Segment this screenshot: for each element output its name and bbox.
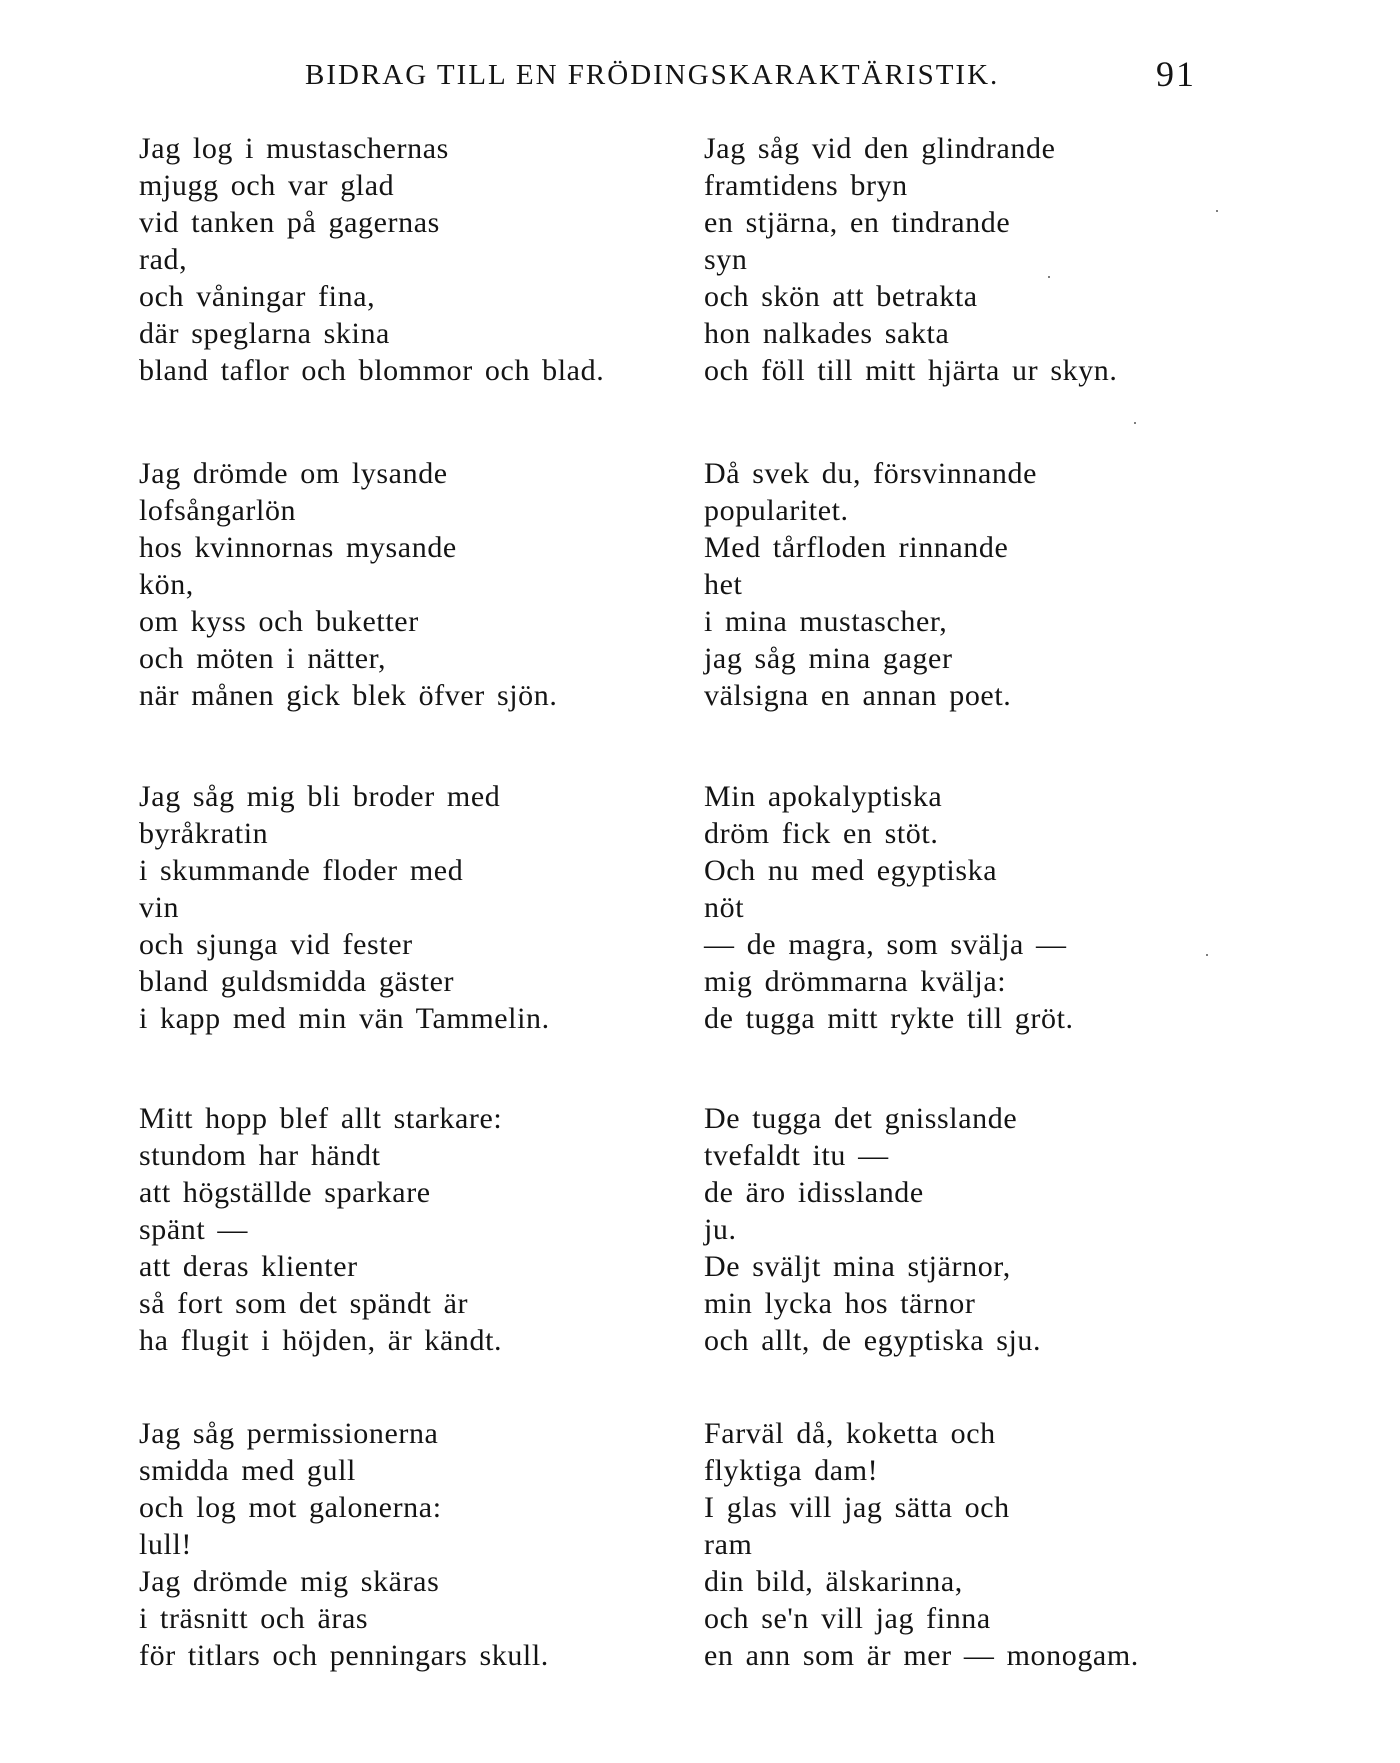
poem-line: flyktiga dam! bbox=[704, 1454, 879, 1487]
poem-line: het bbox=[704, 568, 743, 601]
poem-line: ha flugit i höjden, är kändt. bbox=[139, 1324, 503, 1357]
paper-speck bbox=[1216, 210, 1218, 212]
stanza bbox=[139, 130, 699, 389]
poem-line: kön, bbox=[139, 568, 194, 601]
poem-line: där speglarna skina bbox=[139, 317, 390, 350]
poem-line: De sväljt mina stjärnor, bbox=[704, 1250, 1011, 1283]
stanza bbox=[704, 1100, 1264, 1359]
poem-line: ram bbox=[704, 1528, 753, 1561]
poem-line: syn bbox=[704, 243, 748, 276]
stanza bbox=[139, 1415, 699, 1674]
poem-line: jag såg mina gager bbox=[704, 642, 953, 675]
poem-line: i mina mustascher, bbox=[704, 605, 948, 638]
paper-speck bbox=[1206, 954, 1208, 956]
poem-line: de tugga mitt rykte till gröt. bbox=[704, 1002, 1074, 1035]
stanza bbox=[139, 1100, 699, 1359]
poem-line: i träsnitt och äras bbox=[139, 1602, 369, 1635]
poem-line: och se'n vill jag finna bbox=[704, 1602, 991, 1635]
poem-line: i kapp med min vän Tammelin. bbox=[139, 1002, 550, 1035]
poem-line: Jag drömde mig skäras bbox=[139, 1565, 440, 1598]
poem-line: Farväl då, koketta och bbox=[704, 1417, 996, 1450]
poem-line: och möten i nätter, bbox=[139, 642, 387, 675]
stanza bbox=[704, 778, 1264, 1037]
poem-line: så fort som det spändt är bbox=[139, 1287, 469, 1320]
poem-line: Min apokalyptiska bbox=[704, 780, 943, 813]
poem-line: spänt — bbox=[139, 1213, 249, 1246]
poem-line: ju. bbox=[704, 1213, 737, 1246]
poem-line: välsigna en annan poet. bbox=[704, 679, 1012, 712]
poem-line: smidda med gull bbox=[139, 1454, 356, 1487]
stanza bbox=[704, 455, 1264, 714]
poem-line: nöt bbox=[704, 891, 745, 924]
stanza bbox=[139, 778, 699, 1037]
paper-speck bbox=[1134, 422, 1136, 424]
running-header: BIDRAG TILL EN FRÖDINGSKARAKTÄRISTIK. bbox=[305, 59, 1000, 91]
poem-line: popularitet. bbox=[704, 494, 849, 527]
poem-line: hos kvinnornas mysande bbox=[139, 531, 457, 564]
poem-line: byråkratin bbox=[139, 817, 269, 850]
poem-line: Jag såg mig bli broder med bbox=[139, 780, 501, 813]
poem-line: din bild, älskarinna, bbox=[704, 1565, 963, 1598]
poem-line: dröm fick en stöt. bbox=[704, 817, 939, 850]
poem-line: och log mot galonerna: bbox=[139, 1491, 442, 1524]
poem-line: och allt, de egyptiska sju. bbox=[704, 1324, 1042, 1357]
poem-line: lofsångarlön bbox=[139, 494, 297, 527]
page-number: 91 bbox=[1156, 54, 1196, 94]
poem-line: för titlars och penningars skull. bbox=[139, 1639, 549, 1672]
poem-line: Mitt hopp blef allt starkare: bbox=[139, 1102, 503, 1135]
poem-line: i skummande floder med bbox=[139, 854, 464, 887]
poem-line: om kyss och buketter bbox=[139, 605, 419, 638]
stanza bbox=[139, 455, 699, 714]
poem-line: bland guldsmidda gäster bbox=[139, 965, 455, 998]
poem-line: och föll till mitt hjärta ur skyn. bbox=[704, 354, 1118, 387]
poem-line: De tugga det gnisslande bbox=[704, 1102, 1018, 1135]
paper-speck bbox=[1048, 276, 1050, 278]
poem-line: att deras klienter bbox=[139, 1250, 358, 1283]
poem-line: bland taflor och blommor och blad. bbox=[139, 354, 605, 387]
poem-line: tvefaldt itu — bbox=[704, 1139, 889, 1172]
poem-line: lull! bbox=[139, 1528, 192, 1561]
poem-line: en ann som är mer — monogam. bbox=[704, 1639, 1139, 1672]
poem-line: de äro idisslande bbox=[704, 1176, 924, 1209]
poem-line: min lycka hos tärnor bbox=[704, 1287, 976, 1320]
poem-line: och skön att betrakta bbox=[704, 280, 978, 313]
poem-line: mig drömmarna kvälja: bbox=[704, 965, 1007, 998]
stanza bbox=[704, 1415, 1264, 1674]
poem-line: Och nu med egyptiska bbox=[704, 854, 998, 887]
poem-line: vid tanken på gagernas bbox=[139, 206, 440, 239]
poem-line: Jag såg permissionerna bbox=[139, 1417, 439, 1450]
poem-line: en stjärna, en tindrande bbox=[704, 206, 1011, 239]
poem-line: när månen gick blek öfver sjön. bbox=[139, 679, 558, 712]
poem-line: rad, bbox=[139, 243, 188, 276]
poem-line: Då svek du, försvinnande bbox=[704, 457, 1037, 490]
poem-line: — de magra, som svälja — bbox=[704, 928, 1067, 961]
poem-line: hon nalkades sakta bbox=[704, 317, 950, 350]
poem-line: och sjunga vid fester bbox=[139, 928, 413, 961]
poem-line: framtidens bryn bbox=[704, 169, 908, 202]
poem-line: vin bbox=[139, 891, 180, 924]
poem-line: Med tårfloden rinnande bbox=[704, 531, 1009, 564]
poem-line: Jag drömde om lysande bbox=[139, 457, 448, 490]
poem-line: och våningar fina, bbox=[139, 280, 376, 313]
poem-line: att högställde sparkare bbox=[139, 1176, 431, 1209]
poem-line: Jag log i mustaschernas bbox=[139, 132, 449, 165]
poem-line: I glas vill jag sätta och bbox=[704, 1491, 1010, 1524]
poem-line: mjugg och var glad bbox=[139, 169, 395, 202]
poem-line: Jag såg vid den glindrande bbox=[704, 132, 1056, 165]
stanza bbox=[704, 130, 1264, 389]
poem-line: stundom har händt bbox=[139, 1139, 381, 1172]
